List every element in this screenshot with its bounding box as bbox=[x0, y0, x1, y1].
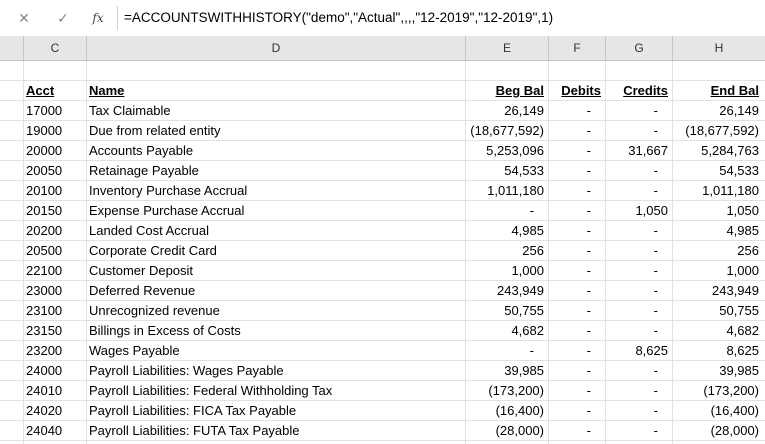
cell-debits[interactable]: - bbox=[586, 323, 591, 338]
cell-end[interactable]: 4,985 bbox=[726, 223, 759, 238]
cell-credits[interactable]: 1,050 bbox=[635, 203, 668, 218]
table-header-row bbox=[0, 81, 765, 101]
column-header-d[interactable]: D bbox=[87, 36, 466, 60]
cell-beg[interactable]: 26,149 bbox=[504, 103, 544, 118]
cell-acct[interactable]: 22100 bbox=[26, 263, 63, 278]
cell-end[interactable]: (16,400) bbox=[710, 403, 759, 418]
cell-credits[interactable]: - bbox=[653, 243, 658, 258]
cell-acct[interactable]: 23000 bbox=[26, 283, 63, 298]
cell-acct[interactable]: 24040 bbox=[26, 423, 63, 438]
table-row bbox=[0, 281, 765, 301]
cell-debits[interactable]: - bbox=[586, 183, 591, 198]
cell-name[interactable]: Billings in Excess of Costs bbox=[89, 323, 241, 338]
cell-debits[interactable]: - bbox=[586, 303, 591, 318]
cell-beg[interactable]: (173,200) bbox=[488, 383, 544, 398]
table-row bbox=[0, 161, 765, 181]
cell-debits[interactable]: - bbox=[586, 123, 591, 138]
cell-debits[interactable]: - bbox=[586, 163, 591, 178]
cancel-icon[interactable]: ✕ bbox=[18, 10, 30, 26]
cell-end[interactable]: 243,949 bbox=[712, 283, 759, 298]
cell-acct[interactable]: 24020 bbox=[26, 403, 63, 418]
cell-acct[interactable]: 20100 bbox=[26, 183, 63, 198]
column-header-c[interactable]: C bbox=[24, 36, 87, 60]
cell-debits[interactable]: - bbox=[586, 103, 591, 118]
table-row bbox=[0, 181, 765, 201]
cell-acct[interactable]: 24000 bbox=[26, 363, 63, 378]
cell-debits[interactable]: - bbox=[586, 343, 591, 358]
cell-beg[interactable]: - bbox=[529, 343, 534, 358]
table-row bbox=[0, 421, 765, 441]
cell-beg[interactable]: 1,000 bbox=[511, 263, 544, 278]
cell-credits[interactable]: - bbox=[653, 363, 658, 378]
cell-credits[interactable]: - bbox=[653, 263, 658, 278]
cell-debits[interactable]: - bbox=[586, 243, 591, 258]
cell-name[interactable]: Due from related entity bbox=[89, 123, 221, 138]
cell-name[interactable]: Tax Claimable bbox=[89, 103, 171, 118]
cell-debits[interactable]: - bbox=[586, 283, 591, 298]
insert-function-icon[interactable]: fx bbox=[92, 11, 104, 25]
cell-credits[interactable]: - bbox=[653, 403, 658, 418]
formula-bar bbox=[0, 0, 765, 37]
cell-acct[interactable]: 20150 bbox=[26, 203, 63, 218]
formula-input[interactable]: =ACCOUNTSWITHHISTORY("demo","Actual",,,,"12-2019","12-2019",1) bbox=[124, 10, 554, 25]
formula-bar-divider bbox=[117, 6, 118, 30]
cell-debits[interactable]: - bbox=[586, 363, 591, 378]
cell-beg[interactable]: (18,677,592) bbox=[470, 123, 544, 138]
cell-name[interactable]: Unrecognized revenue bbox=[89, 303, 220, 318]
cell-name[interactable]: Accounts Payable bbox=[89, 143, 194, 158]
table-row bbox=[0, 141, 765, 161]
cell-end[interactable]: (28,000) bbox=[710, 423, 759, 438]
table-row bbox=[0, 401, 765, 421]
cell-name[interactable]: Landed Cost Accrual bbox=[89, 223, 209, 238]
cell-credits[interactable]: 8,625 bbox=[635, 343, 668, 358]
cell-acct[interactable]: 19000 bbox=[26, 123, 63, 138]
cell-end[interactable]: 4,682 bbox=[726, 323, 759, 338]
cell-beg[interactable]: 243,949 bbox=[497, 283, 544, 298]
cell-end[interactable]: 26,149 bbox=[719, 103, 759, 118]
cell-beg[interactable]: 4,985 bbox=[511, 223, 544, 238]
cell-end[interactable]: 1,011,180 bbox=[702, 183, 759, 198]
header-name[interactable]: Name bbox=[89, 83, 125, 98]
cell-name[interactable]: Expense Purchase Accrual bbox=[89, 203, 245, 218]
table-row bbox=[0, 261, 765, 281]
column-headers bbox=[0, 36, 765, 61]
spreadsheet-grid bbox=[0, 61, 765, 444]
enter-check-icon[interactable]: ✓ bbox=[57, 10, 69, 26]
cell-end[interactable]: (18,677,592) bbox=[685, 123, 759, 138]
cell-end[interactable]: 5,284,763 bbox=[701, 143, 759, 158]
cell-end[interactable]: 1,050 bbox=[726, 203, 759, 218]
cell-end[interactable]: 54,533 bbox=[719, 163, 759, 178]
cell-end[interactable]: (173,200) bbox=[703, 383, 759, 398]
column-header-h[interactable]: H bbox=[714, 41, 724, 55]
cell-credits[interactable]: - bbox=[653, 103, 658, 118]
cell-credits[interactable]: - bbox=[653, 323, 658, 338]
cell-name[interactable]: Deferred Revenue bbox=[89, 283, 196, 298]
column-header-f[interactable]: F bbox=[549, 36, 606, 60]
column-header-corner[interactable] bbox=[0, 36, 24, 60]
cell-name[interactable]: Payroll Liabilities: Wages Payable bbox=[89, 363, 284, 378]
table-row bbox=[0, 381, 765, 401]
cell-credits[interactable]: - bbox=[653, 123, 658, 138]
cell-beg[interactable]: 256 bbox=[522, 243, 544, 258]
cell-name[interactable]: Retainage Payable bbox=[89, 163, 199, 178]
cell-beg[interactable]: (28,000) bbox=[495, 423, 544, 438]
cell-name[interactable]: Inventory Purchase Accrual bbox=[89, 183, 248, 198]
cell-credits[interactable]: - bbox=[653, 183, 658, 198]
cell-acct[interactable]: 20500 bbox=[26, 243, 63, 258]
cell-debits[interactable]: - bbox=[586, 383, 591, 398]
header-beg-bal[interactable]: Beg Bal bbox=[495, 83, 544, 98]
cell-acct[interactable]: 23200 bbox=[26, 343, 63, 358]
cell-beg[interactable]: - bbox=[529, 203, 534, 218]
cell-debits[interactable]: - bbox=[586, 263, 591, 278]
table-row bbox=[0, 101, 765, 121]
cell-debits[interactable]: - bbox=[586, 403, 591, 418]
cell-credits[interactable]: - bbox=[653, 303, 658, 318]
cell-name[interactable]: Wages Payable bbox=[89, 343, 180, 358]
cell-debits[interactable]: - bbox=[586, 203, 591, 218]
cell-beg[interactable]: 1,011,180 bbox=[487, 183, 544, 198]
cell-credits[interactable]: - bbox=[653, 163, 658, 178]
cell-acct[interactable]: 20050 bbox=[26, 163, 63, 178]
cell-name[interactable]: Payroll Liabilities: FICA Tax Payable bbox=[89, 403, 297, 418]
cell-name[interactable]: Corporate Credit Card bbox=[89, 243, 217, 258]
cell-acct[interactable]: 20200 bbox=[26, 223, 63, 238]
table-row bbox=[0, 361, 765, 381]
cell-name[interactable]: Payroll Liabilities: FUTA Tax Payable bbox=[89, 423, 300, 438]
header-end-bal[interactable]: End Bal bbox=[710, 83, 759, 98]
cell-debits[interactable]: - bbox=[586, 223, 591, 238]
cell-credits[interactable]: - bbox=[653, 423, 658, 438]
cell-acct[interactable]: 23100 bbox=[26, 303, 63, 318]
cell-end[interactable]: 39,985 bbox=[719, 363, 759, 378]
table-row bbox=[0, 301, 765, 321]
header-credits[interactable]: Credits bbox=[623, 83, 668, 98]
table-row bbox=[0, 341, 765, 361]
header-debits[interactable]: Debits bbox=[561, 83, 601, 98]
cell-end[interactable]: 50,755 bbox=[719, 303, 759, 318]
cell-credits[interactable]: 31,667 bbox=[628, 143, 668, 158]
table-row bbox=[0, 241, 765, 261]
cell-beg[interactable]: (16,400) bbox=[495, 403, 544, 418]
table-row bbox=[0, 221, 765, 241]
cell-beg[interactable]: 4,682 bbox=[511, 323, 544, 338]
cell-end[interactable]: 8,625 bbox=[726, 343, 759, 358]
table-row bbox=[0, 121, 765, 141]
cell-credits[interactable]: - bbox=[653, 223, 658, 238]
column-header-e[interactable]: E bbox=[466, 36, 549, 60]
cell-debits[interactable]: - bbox=[586, 423, 591, 438]
cell-beg[interactable]: 39,985 bbox=[504, 363, 544, 378]
cell-acct[interactable]: 20000 bbox=[26, 143, 63, 158]
column-header-g[interactable]: G bbox=[606, 36, 673, 60]
cell-name[interactable]: Customer Deposit bbox=[89, 263, 194, 278]
cell-debits[interactable]: - bbox=[586, 143, 591, 158]
table-row bbox=[0, 201, 765, 221]
cell-beg[interactable]: 5,253,096 bbox=[486, 143, 544, 158]
cell-end[interactable]: 256 bbox=[737, 243, 759, 258]
empty-row bbox=[0, 61, 765, 81]
cell-acct[interactable]: 23150 bbox=[26, 323, 63, 338]
cell-beg[interactable]: 50,755 bbox=[504, 303, 544, 318]
cell-name[interactable]: Payroll Liabilities: Federal Withholding Tax bbox=[89, 383, 333, 398]
header-acct[interactable]: Acct bbox=[26, 83, 55, 98]
cell-end[interactable]: 1,000 bbox=[726, 263, 759, 278]
cell-acct[interactable]: 24010 bbox=[26, 383, 63, 398]
cell-beg[interactable]: 54,533 bbox=[504, 163, 544, 178]
cell-credits[interactable]: - bbox=[653, 283, 658, 298]
cell-credits[interactable]: - bbox=[653, 383, 658, 398]
cell-acct[interactable]: 17000 bbox=[26, 103, 63, 118]
table-row bbox=[0, 321, 765, 341]
